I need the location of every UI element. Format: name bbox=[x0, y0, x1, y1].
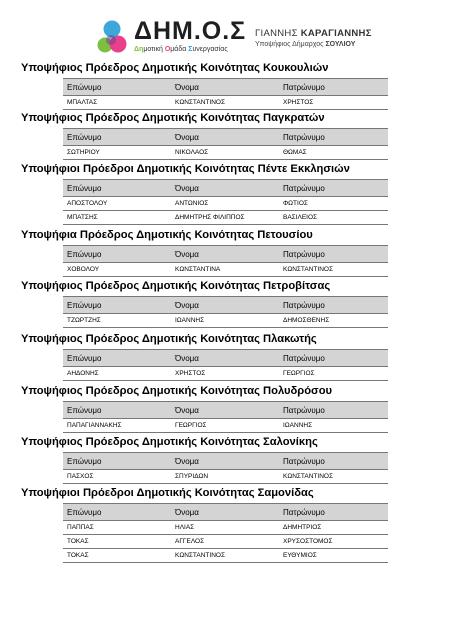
patronymic-cell: ΔΗΜΗΤΡΙΟΣ bbox=[279, 521, 388, 535]
name-header: Όνομα bbox=[171, 350, 279, 367]
name-cell: ΚΩΝΣΤΑΝΤΙΝΟΣ bbox=[171, 549, 279, 563]
section-title: Υποψήφιοι Πρόεδροι Δημοτικής Κοινότητας Πέντε Εκκλησιών bbox=[21, 163, 350, 175]
table-row bbox=[63, 419, 388, 433]
surname-cell: ΑΗΔΟΝΗΣ bbox=[63, 367, 171, 381]
candidate-table bbox=[63, 503, 388, 563]
name-header: Όνομα bbox=[171, 504, 279, 521]
surname-header: Επώνυμο bbox=[63, 79, 171, 96]
patronymic-cell: ΚΩΝΣΤΑΝΤΙΝΟΣ bbox=[279, 470, 388, 484]
patronymic-cell: ΔΗΜΟΣΘΕΝΗΣ bbox=[279, 314, 388, 328]
name-cell: ΝΙΚΟΛΑΟΣ bbox=[171, 146, 279, 160]
patronymic-header: Πατρώνυμο bbox=[279, 79, 388, 96]
table-header-row bbox=[63, 350, 388, 367]
surname-cell: ΜΠΑΛΤΑΣ bbox=[63, 96, 171, 110]
section-title: Υποψήφιος Πρόεδρος Δημοτικής Κοινότητας Σαλονίκης bbox=[21, 436, 318, 448]
section-title: Υποψήφιος Πρόεδρος Δημοτικής Κοινότητας Πολυδρόσου bbox=[21, 385, 333, 397]
table-row bbox=[63, 263, 388, 277]
candidate-table bbox=[63, 78, 388, 110]
name-cell: ΓΕΩΡΓΙΟΣ bbox=[171, 419, 279, 433]
name-cell: ΔΗΜΗΤΡΗΣ ΦΙΛΙΠΠΟΣ bbox=[171, 211, 279, 225]
name-cell: ΚΩΝΣΤΑΝΤΙΝΑ bbox=[171, 263, 279, 277]
surname-header: Επώνυμο bbox=[63, 453, 171, 470]
section-title: Υποψήφια Πρόεδρος Δημοτικής Κοινότητας Πετουσίου bbox=[21, 229, 313, 241]
patronymic-cell: ΧΡΥΣΟΣΤΟΜΟΣ bbox=[279, 535, 388, 549]
candidate-table bbox=[63, 128, 388, 160]
section-title: Υποψήφιος Πρόεδρος Δημοτικής Κοινότητας Παγκρατών bbox=[21, 112, 325, 124]
candidate-table bbox=[63, 179, 388, 225]
table-header-row bbox=[63, 402, 388, 419]
party-logo-subtitle: Δημοτική Ομάδα Συνεργασίας bbox=[134, 46, 228, 53]
patronymic-cell: ΘΩΜΑΣ bbox=[279, 146, 388, 160]
patronymic-header: Πατρώνυμο bbox=[279, 297, 388, 314]
patronymic-cell: ΕΥΘΥΜΙΟΣ bbox=[279, 549, 388, 563]
surname-header: Επώνυμο bbox=[63, 246, 171, 263]
table-header-row bbox=[63, 180, 388, 197]
patronymic-header: Πατρώνυμο bbox=[279, 350, 388, 367]
table-row bbox=[63, 549, 388, 563]
mayor-candidate-name: ΓΙΑΝΝΗΣ ΚΑΡΑΓΙΑΝΝΗΣ bbox=[255, 28, 372, 39]
surname-header: Επώνυμο bbox=[63, 180, 171, 197]
table-row bbox=[63, 314, 388, 328]
table-header-row bbox=[63, 246, 388, 263]
surname-header: Επώνυμο bbox=[63, 504, 171, 521]
table-row bbox=[63, 146, 388, 160]
name-cell: ΣΠΥΡΙΔΩΝ bbox=[171, 470, 279, 484]
section-title: Υποψήφιος Πρόεδρος Δημοτικής Κοινότητας Πετροβίτσας bbox=[21, 280, 331, 292]
page-header bbox=[0, 0, 452, 62]
table-header-row bbox=[63, 504, 388, 521]
patronymic-header: Πατρώνυμο bbox=[279, 129, 388, 146]
surname-cell: ΑΠΟΣΤΟΛΟΥ bbox=[63, 197, 171, 211]
name-header: Όνομα bbox=[171, 402, 279, 419]
surname-cell: ΤΟΚΑΣ bbox=[63, 535, 171, 549]
surname-header: Επώνυμο bbox=[63, 297, 171, 314]
surname-cell: ΤΖΩΡΤΖΗΣ bbox=[63, 314, 171, 328]
table-header-row bbox=[63, 297, 388, 314]
party-logo-title: ΔΗΜ.Ο.Σ bbox=[134, 17, 247, 45]
candidate-table bbox=[63, 401, 388, 433]
table-row bbox=[63, 96, 388, 110]
surname-header: Επώνυμο bbox=[63, 129, 171, 146]
patronymic-header: Πατρώνυμο bbox=[279, 180, 388, 197]
name-header: Όνομα bbox=[171, 129, 279, 146]
patronymic-header: Πατρώνυμο bbox=[279, 504, 388, 521]
table-row bbox=[63, 211, 388, 225]
patronymic-header: Πατρώνυμο bbox=[279, 246, 388, 263]
table-row bbox=[63, 470, 388, 484]
candidate-table bbox=[63, 452, 388, 484]
name-header: Όνομα bbox=[171, 246, 279, 263]
name-header: Όνομα bbox=[171, 180, 279, 197]
section-title: Υποψήφιοι Πρόεδροι Δημοτικής Κοινότητας Σαμονίδας bbox=[21, 487, 314, 499]
section-title: Υποψήφιος Πρόεδρος Δημοτικής Κοινότητας Κουκουλιών bbox=[21, 62, 329, 74]
mayor-candidate-role: Υποψήφιος Δήμαρχος ΣΟΥΛΙΟΥ bbox=[255, 41, 356, 48]
patronymic-cell: ΙΩΑΝΝΗΣ bbox=[279, 419, 388, 433]
surname-header: Επώνυμο bbox=[63, 402, 171, 419]
table-header-row bbox=[63, 129, 388, 146]
section-title: Υποψήφιος Πρόεδρος Δημοτικής Κοινότητας Πλακωτής bbox=[21, 333, 317, 345]
name-cell: ΙΩΑΝΝΗΣ bbox=[171, 314, 279, 328]
candidate-table bbox=[63, 296, 388, 328]
name-cell: ΑΓΓΕΛΟΣ bbox=[171, 535, 279, 549]
patronymic-header: Πατρώνυμο bbox=[279, 453, 388, 470]
table-row bbox=[63, 197, 388, 211]
name-cell: ΗΛΙΑΣ bbox=[171, 521, 279, 535]
patronymic-cell: ΒΑΣΙΛΕΙΟΣ bbox=[279, 211, 388, 225]
name-cell: ΧΡΗΣΤΟΣ bbox=[171, 367, 279, 381]
table-row bbox=[63, 535, 388, 549]
patronymic-header: Πατρώνυμο bbox=[279, 402, 388, 419]
table-header-row bbox=[63, 453, 388, 470]
surname-cell: ΤΟΚΑΣ bbox=[63, 549, 171, 563]
name-header: Όνομα bbox=[171, 453, 279, 470]
patronymic-cell: ΧΡΗΣΤΟΣ bbox=[279, 96, 388, 110]
candidate-table bbox=[63, 245, 388, 277]
candidate-table bbox=[63, 349, 388, 381]
party-logo-icon bbox=[96, 18, 130, 56]
table-row bbox=[63, 367, 388, 381]
name-header: Όνομα bbox=[171, 297, 279, 314]
patronymic-cell: ΓΕΩΡΓΙΟΣ bbox=[279, 367, 388, 381]
name-cell: ΑΝΤΩΝΙΟΣ bbox=[171, 197, 279, 211]
table-header-row bbox=[63, 79, 388, 96]
table-row bbox=[63, 521, 388, 535]
patronymic-cell: ΦΩΤΙΟΣ bbox=[279, 197, 388, 211]
surname-cell: ΜΠΑΤΣΗΣ bbox=[63, 211, 171, 225]
surname-cell: ΣΩΤΗΡΙΟΥ bbox=[63, 146, 171, 160]
name-cell: ΚΩΝΣΤΑΝΤΙΝΟΣ bbox=[171, 96, 279, 110]
patronymic-cell: ΚΩΝΣΤΑΝΤΙΝΟΣ bbox=[279, 263, 388, 277]
surname-cell: ΠΑΠΠΑΣ bbox=[63, 521, 171, 535]
surname-cell: ΧΟΒΟΛΟΥ bbox=[63, 263, 171, 277]
surname-cell: ΠΑΣΧΟΣ bbox=[63, 470, 171, 484]
name-header: Όνομα bbox=[171, 79, 279, 96]
surname-cell: ΠΑΠΑΓΙΑΝΝΑΚΗΣ bbox=[63, 419, 171, 433]
surname-header: Επώνυμο bbox=[63, 350, 171, 367]
